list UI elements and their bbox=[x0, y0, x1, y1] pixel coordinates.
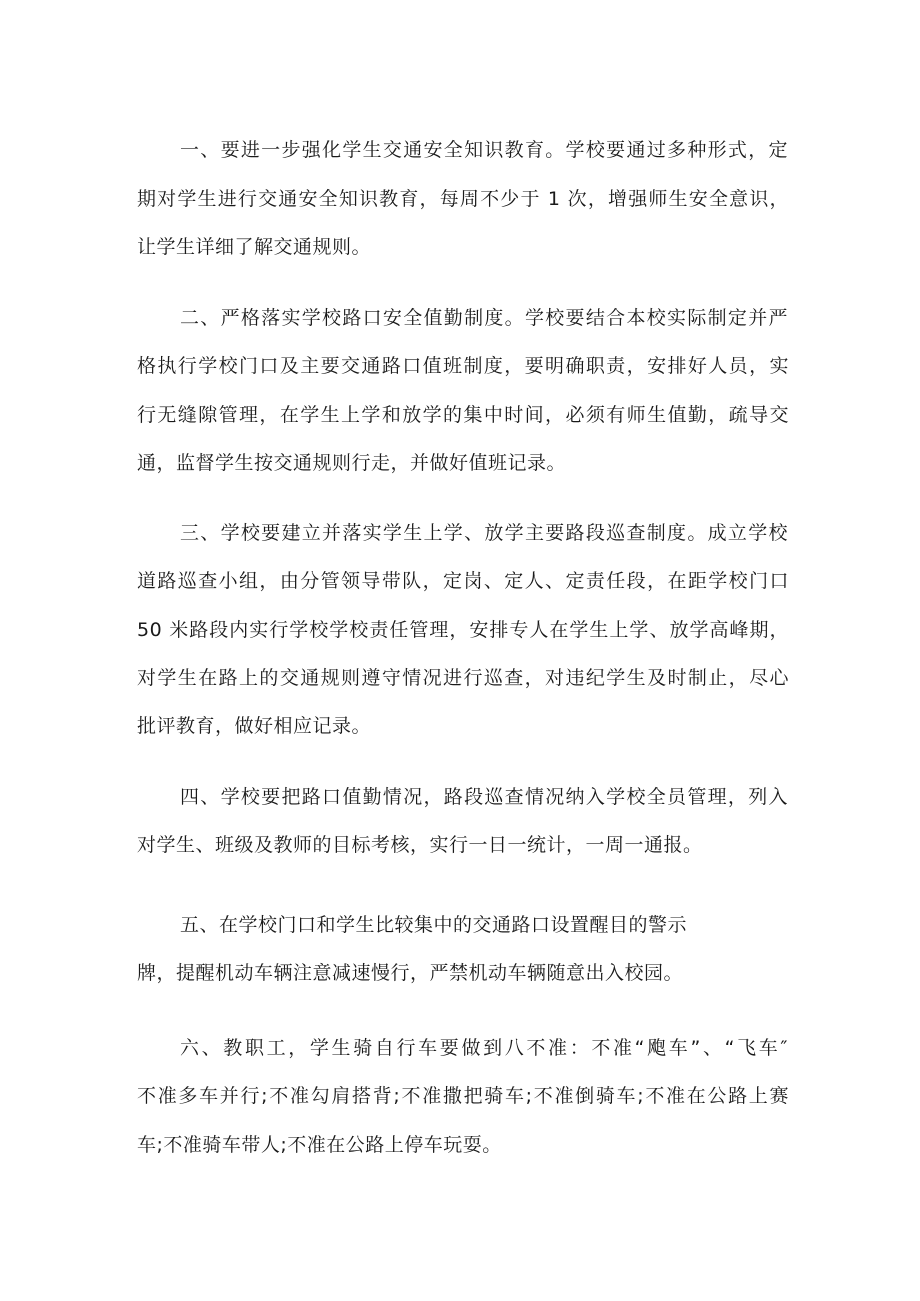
paragraph-2-line-4: 通，监督学生按交通规则行走，并做好值班记录。 bbox=[137, 452, 567, 474]
paragraph-6-line-1: 六、教职工，学生骑自行车要做到八不准：不准“飑车”、“飞车″ bbox=[180, 1037, 788, 1059]
paragraph-1-line-3: 让学生详细了解交通规则。 bbox=[137, 236, 372, 258]
paragraph-3-line-1: 三、学校要建立并落实学生上学、放学主要路段巡查制度。成立学校 bbox=[180, 522, 788, 544]
paragraph-1-line-2: 期对学生进行交通安全知识教育，每周不少于 1 次，增强师生安全意识， bbox=[137, 188, 789, 210]
paragraph-2-line-3: 行无缝隙管理，在学生上学和放学的集中时间，必须有师生值勤，疏导交 bbox=[137, 404, 789, 426]
paragraph-6-line-2: 不准多车并行;不准勾肩搭背;不准撒把骑车;不准倒骑车;不准在公路上赛 bbox=[137, 1085, 789, 1107]
paragraph-5-line-2: 牌，提醒机动车辆注意减速慢行，严禁机动车辆随意出入校园。 bbox=[137, 962, 684, 984]
paragraph-1-line-1: 一、要进一步强化学生交通安全知识教育。学校要通过多种形式，定 bbox=[180, 139, 788, 161]
paragraph-4-line-2: 对学生、班级及教师的目标考核，实行一日一统计，一周一通报。 bbox=[137, 834, 703, 856]
paragraph-2-line-1: 二、严格落实学校路口安全值勤制度。学校要结合本校实际制定并严 bbox=[180, 307, 788, 329]
paragraph-6-line-3: 车;不准骑车带人;不准在公路上停车玩耍。 bbox=[137, 1134, 502, 1156]
paragraph-5-line-1: 五、在学校门口和学生比较集中的交通路口设置醒目的警示 bbox=[180, 914, 688, 936]
paragraph-3-line-5: 批评教育，做好相应记录。 bbox=[137, 715, 372, 737]
paragraph-2-line-2: 格执行学校门口及主要交通路口值班制度，要明确职责，安排好人员，实 bbox=[137, 355, 789, 377]
paragraph-3-line-4: 对学生在路上的交通规则遵守情况进行巡查，对违纪学生及时制止，尽心 bbox=[137, 667, 789, 689]
paragraph-3-line-2: 道路巡查小组，由分管领导带队，定岗、定人、定责任段，在距学校门口 bbox=[137, 570, 789, 592]
paragraph-3-line-3: 50 米路段内实行学校学校责任管理，安排专人在学生上学、放学高峰期， bbox=[137, 619, 789, 641]
paragraph-4-line-1: 四、学校要把路口值勤情况，路段巡查情况纳入学校全员管理，列入 bbox=[180, 786, 788, 808]
